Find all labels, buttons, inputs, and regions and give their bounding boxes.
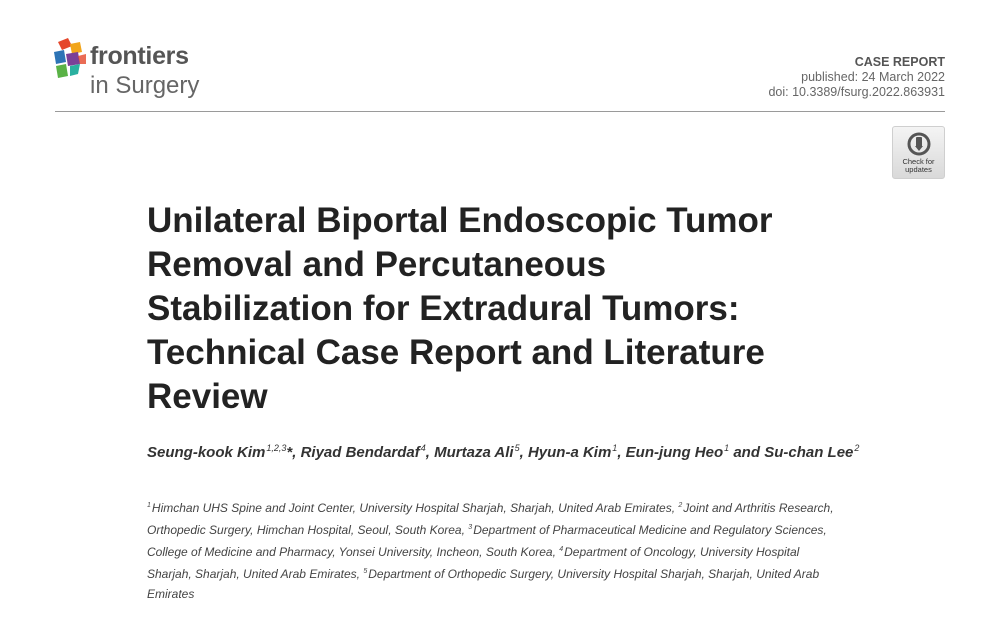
- title-line: Review: [147, 377, 268, 416]
- author-affiliation-ref: 1,2,3: [266, 443, 287, 453]
- author-name[interactable]: Hyun-a Kim: [527, 444, 612, 461]
- author-separator: ,: [617, 444, 626, 461]
- badge-line-1: Check for: [902, 157, 935, 166]
- affiliation-text: Department of Oncology, University Hospital Sharjah, Sharjah, United Arab Emirates,: [147, 545, 800, 581]
- title-line: Unilateral Biportal Endoscopic Tumor: [147, 201, 773, 240]
- author-affiliation-ref: 4: [420, 443, 426, 453]
- affiliation-text: Himchan UHS Spine and Joint Center, University Hospital Sharjah, Sharjah, United Arab Emirates,: [151, 501, 679, 515]
- journal-logo[interactable]: [52, 38, 222, 108]
- author-name[interactable]: Seung-kook Kim: [147, 444, 266, 461]
- article-meta: [768, 55, 945, 100]
- author-affiliation-ref: 5: [514, 443, 520, 453]
- affiliation-text: Joint and Arthritis Research, Orthopedic Surgery, Himchan Hospital, Seoul, South Korea,: [147, 501, 834, 537]
- author-affiliation-ref: 1: [612, 443, 618, 453]
- author-list: [147, 437, 867, 464]
- frontiers-cube-icon: [52, 38, 88, 82]
- title-line: Technical Case Report and Literature: [147, 333, 765, 372]
- affiliation-text: Department of Orthopedic Surgery, University Hospital Sharjah, Sharjah, United Arab Emirates: [147, 567, 820, 601]
- affiliation-list: [147, 496, 837, 604]
- article-title: [147, 199, 867, 419]
- header-divider: [55, 111, 945, 112]
- title-line: Stabilization for Extradural Tumors:: [147, 289, 740, 328]
- author-name[interactable]: Murtaza Ali: [434, 444, 514, 461]
- author-name[interactable]: Riyad Bendardaf: [300, 444, 420, 461]
- title-line: Removal and Percutaneous: [147, 245, 607, 284]
- doi[interactable]: doi: 10.3389/fsurg.2022.863931: [768, 85, 945, 99]
- journal-brand-name: frontiers: [90, 42, 189, 70]
- author-name[interactable]: Eun-jung Heo: [625, 444, 724, 461]
- affiliation-number: 2: [678, 502, 683, 509]
- author-separator: ,: [425, 444, 435, 461]
- badge-line-2: updates: [905, 165, 932, 174]
- affiliation-number: 5: [363, 568, 368, 575]
- journal-subtitle: in Surgery: [90, 72, 200, 99]
- affiliation-text: Department of Pharmaceutical Medicine and Regulatory Sciences, College of Medicine and Pharmacy, Yonsei University, Incheon, South Korea,: [147, 523, 827, 559]
- affiliation-number: 1: [147, 502, 151, 509]
- article-type: CASE REPORT: [854, 55, 945, 69]
- author-separator: ,: [519, 444, 528, 461]
- check-updates-icon: [907, 132, 931, 156]
- author-affiliation-ref: 1: [724, 443, 730, 453]
- check-for-updates-badge[interactable]: [892, 126, 945, 179]
- author-separator: *,: [286, 444, 301, 461]
- affiliation-number: 3: [468, 524, 473, 531]
- author-separator: and: [729, 444, 765, 461]
- author-affiliation-ref: 2: [854, 443, 860, 453]
- affiliation-number: 4: [559, 546, 564, 553]
- published-date: published: 24 March 2022: [801, 70, 945, 84]
- author-name[interactable]: Su-chan Lee: [764, 444, 854, 461]
